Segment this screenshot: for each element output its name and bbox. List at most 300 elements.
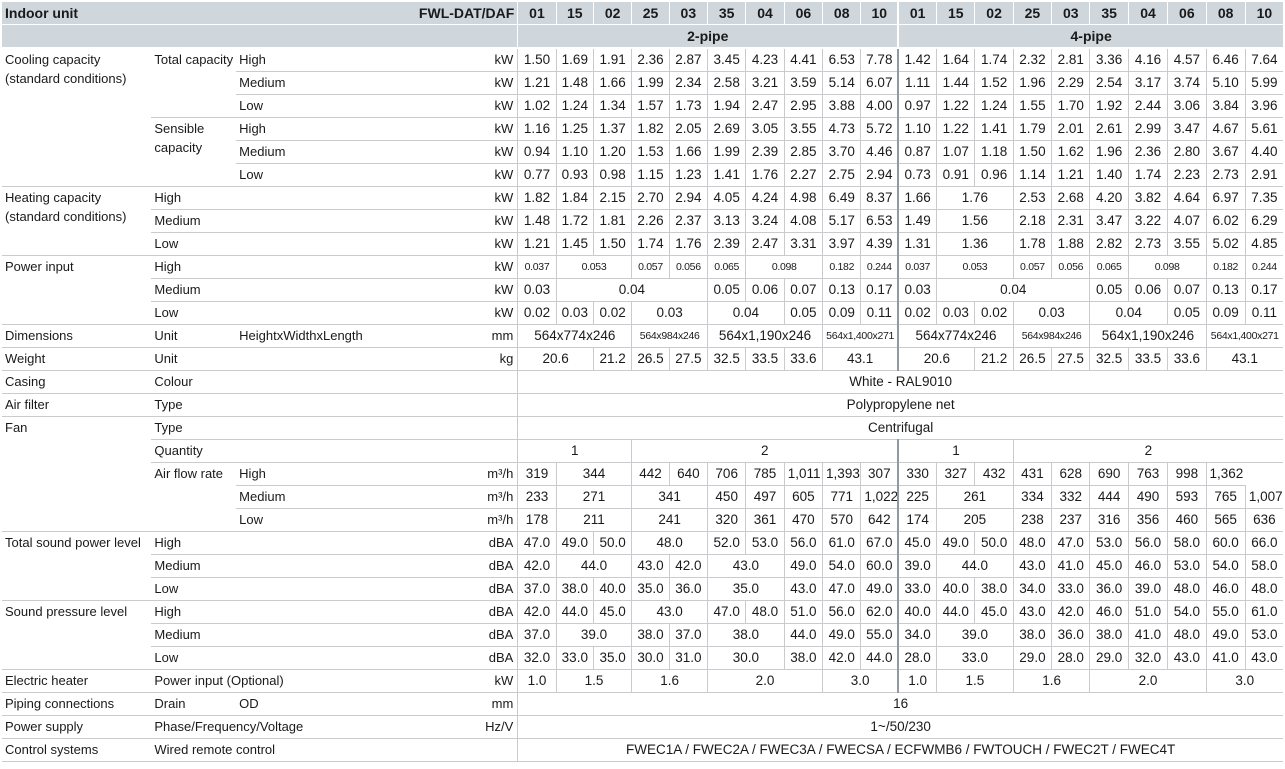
header-model: FWL-DAT/DAF xyxy=(236,2,518,25)
value-cell: 1.21 xyxy=(1052,164,1090,187)
unit-label: kW xyxy=(438,118,518,141)
unit-label: kW xyxy=(438,48,518,72)
value-cell: White - RAL9010 xyxy=(518,371,1283,394)
value-cell: 41.0 xyxy=(1206,647,1245,670)
value-cell: 3.31 xyxy=(784,233,822,256)
size-header: 25 xyxy=(632,2,669,25)
value-cell: 1.22 xyxy=(937,95,975,118)
size-header: 04 xyxy=(746,2,784,25)
value-cell: 38.0 xyxy=(1090,624,1128,647)
level-label xyxy=(236,348,438,371)
level-label: High xyxy=(151,601,438,624)
unit-label: dBA xyxy=(438,532,518,555)
value-cell: 44.0 xyxy=(937,555,1014,578)
value-cell: 33.0 xyxy=(556,647,593,670)
value-cell: 0.02 xyxy=(518,302,556,325)
value-cell: 1.62 xyxy=(1052,141,1090,164)
value-cell: 0.02 xyxy=(593,302,631,325)
value-cell: 1.5 xyxy=(937,670,1014,693)
value-cell: 1,393 xyxy=(823,463,861,486)
value-cell: 0.03 xyxy=(632,302,708,325)
value-cell: 211 xyxy=(556,509,632,532)
value-cell: 1.99 xyxy=(708,141,746,164)
size-header: 03 xyxy=(1052,2,1090,25)
value-cell: 564x984x246 xyxy=(632,325,708,348)
size-header: 35 xyxy=(1090,2,1128,25)
value-cell: 1.14 xyxy=(1013,164,1051,187)
value-cell: 4.39 xyxy=(861,233,898,256)
value-cell: 4.00 xyxy=(861,95,898,118)
value-cell: 43.1 xyxy=(823,348,899,371)
value-cell: 3.55 xyxy=(1168,233,1206,256)
value-cell: 1.70 xyxy=(1052,95,1090,118)
value-cell: 1,362 xyxy=(1206,463,1245,486)
value-cell: 174 xyxy=(898,509,936,532)
value-cell: 44.0 xyxy=(861,647,898,670)
value-cell: 35.0 xyxy=(593,647,631,670)
value-cell: 564x984x246 xyxy=(1013,325,1090,348)
header-blank xyxy=(2,25,518,49)
value-cell: 2.18 xyxy=(1013,210,1051,233)
value-cell: 0.053 xyxy=(937,256,1014,279)
level-label: Low xyxy=(151,578,438,601)
value-cell: 55.0 xyxy=(1206,601,1245,624)
level-label: High xyxy=(236,118,438,141)
value-cell: 32.0 xyxy=(1128,647,1167,670)
value-cell: 49.0 xyxy=(1206,624,1245,647)
value-cell: 61.0 xyxy=(1245,601,1283,624)
unit-label xyxy=(438,371,518,394)
value-cell: 0.09 xyxy=(823,302,861,325)
size-header: 25 xyxy=(1013,2,1051,25)
value-cell: 4.41 xyxy=(784,48,822,72)
value-cell: 0.02 xyxy=(898,302,936,325)
table-row xyxy=(2,532,1283,555)
sub-label: Unit xyxy=(151,325,236,348)
value-cell: 33.5 xyxy=(746,348,784,371)
value-cell: 1.69 xyxy=(556,48,593,72)
unit-label: kW xyxy=(438,670,518,693)
value-cell: 564x774x246 xyxy=(518,325,632,348)
sub-label: Phase/Frequency/Voltage xyxy=(151,716,438,739)
value-cell: 3.22 xyxy=(1128,210,1167,233)
value-cell: 636 xyxy=(1245,509,1283,532)
value-cell: 45.0 xyxy=(975,601,1013,624)
value-cell: 0.93 xyxy=(556,164,593,187)
value-cell: 2.37 xyxy=(669,210,707,233)
unit-label: mm xyxy=(438,693,518,716)
value-cell: 1.73 xyxy=(669,95,707,118)
value-cell: 43.0 xyxy=(632,601,708,624)
value-cell: 54.0 xyxy=(823,555,861,578)
unit-label: Hz/V xyxy=(438,716,518,739)
value-cell: 327 xyxy=(937,463,975,486)
header-row-pipes xyxy=(2,25,1283,49)
value-cell: 60.0 xyxy=(861,555,898,578)
value-cell: 1.99 xyxy=(632,72,669,95)
value-cell: 42.0 xyxy=(669,555,707,578)
level-label: High xyxy=(151,532,438,555)
value-cell: 3.74 xyxy=(1168,72,1206,95)
value-cell: 1.94 xyxy=(708,95,746,118)
value-cell: 2.81 xyxy=(1052,48,1090,72)
value-cell: 1.79 xyxy=(1013,118,1051,141)
size-header: 01 xyxy=(518,2,556,25)
value-cell: 0.098 xyxy=(746,256,823,279)
value-cell: 1.50 xyxy=(1013,141,1051,164)
value-cell: 1.82 xyxy=(632,118,669,141)
value-cell: 344 xyxy=(556,463,632,486)
value-cell: 49.0 xyxy=(861,578,898,601)
value-cell: 1.81 xyxy=(593,210,631,233)
sub-label-sensible-capacity: Sensible capacity xyxy=(151,118,236,187)
unit-label: m³/h xyxy=(438,463,518,486)
value-cell: 46.0 xyxy=(1206,578,1245,601)
value-cell: 42.0 xyxy=(823,647,861,670)
table-row xyxy=(2,348,1283,371)
value-cell: 3.55 xyxy=(784,118,822,141)
value-cell: 27.5 xyxy=(1052,348,1090,371)
value-cell: 3.13 xyxy=(708,210,746,233)
value-cell: 2.70 xyxy=(632,187,669,210)
value-cell: 0.056 xyxy=(669,256,707,279)
unit-label: kW xyxy=(438,141,518,164)
value-cell: 45.0 xyxy=(1090,555,1128,578)
group-label-piping: Piping connections xyxy=(2,693,151,716)
value-cell: 0.17 xyxy=(861,279,898,302)
unit-label: mm xyxy=(438,325,518,348)
value-cell: 31.0 xyxy=(669,647,707,670)
value-cell: 38.0 xyxy=(556,578,593,601)
value-cell: 3.96 xyxy=(1245,95,1283,118)
value-cell: 4.23 xyxy=(746,48,784,72)
value-cell: 0.09 xyxy=(1206,302,1245,325)
value-cell: 1.16 xyxy=(518,118,556,141)
value-cell: 1.74 xyxy=(975,48,1013,72)
value-cell: 233 xyxy=(518,486,556,509)
group-label-control: Control systems xyxy=(2,739,151,762)
value-cell: 49.0 xyxy=(556,532,593,555)
value-cell: 39.0 xyxy=(556,624,632,647)
value-cell: 1.74 xyxy=(632,233,669,256)
value-cell: 271 xyxy=(556,486,632,509)
value-cell: 2.05 xyxy=(669,118,707,141)
value-cell: 4.73 xyxy=(823,118,861,141)
value-cell: 330 xyxy=(898,463,936,486)
value-cell: 6.07 xyxy=(861,72,898,95)
value-cell: 628 xyxy=(1052,463,1090,486)
level-label: Low xyxy=(151,302,438,325)
table-row xyxy=(2,417,1283,440)
value-cell: 35.0 xyxy=(632,578,669,601)
value-cell: 21.2 xyxy=(975,348,1013,371)
value-cell: 32.5 xyxy=(1090,348,1128,371)
size-header: 03 xyxy=(669,2,707,25)
value-cell: 1,011 xyxy=(784,463,822,486)
value-cell: 47.0 xyxy=(823,578,861,601)
value-cell: 1.64 xyxy=(937,48,975,72)
value-cell: 1.31 xyxy=(898,233,936,256)
value-cell: 0.13 xyxy=(823,279,861,302)
unit-label: kg xyxy=(438,348,518,371)
value-cell: 1.50 xyxy=(518,48,556,72)
sub-label: Power input (Optional) xyxy=(151,670,438,693)
value-cell: 36.0 xyxy=(669,578,707,601)
value-cell: 490 xyxy=(1128,486,1167,509)
group-label-power-supply: Power supply xyxy=(2,716,151,739)
value-cell: 2.94 xyxy=(861,164,898,187)
sub-label: Colour xyxy=(151,371,438,394)
value-cell: 0.057 xyxy=(1013,256,1051,279)
size-header: 10 xyxy=(861,2,898,25)
table-row xyxy=(2,118,1283,141)
unit-label: kW xyxy=(438,210,518,233)
level-label: High xyxy=(151,256,438,279)
value-cell: 0.02 xyxy=(975,302,1013,325)
value-cell: 0.06 xyxy=(746,279,784,302)
value-cell: 642 xyxy=(861,509,898,532)
value-cell: 2.44 xyxy=(1128,95,1167,118)
value-cell: 4.20 xyxy=(1090,187,1128,210)
value-cell: 0.065 xyxy=(708,256,746,279)
value-cell: 1.76 xyxy=(669,233,707,256)
value-cell: 7.64 xyxy=(1245,48,1283,72)
value-cell: 460 xyxy=(1168,509,1206,532)
value-cell: 0.244 xyxy=(861,256,898,279)
value-cell: 4.05 xyxy=(708,187,746,210)
value-cell: 2.73 xyxy=(1206,164,1245,187)
value-cell: 40.0 xyxy=(937,578,975,601)
value-cell: 2.47 xyxy=(746,95,784,118)
value-cell: 361 xyxy=(746,509,784,532)
value-cell: 2.53 xyxy=(1013,187,1051,210)
unit-label: dBA xyxy=(438,578,518,601)
value-cell: 38.0 xyxy=(1013,624,1051,647)
group-label-sound-pressure: Sound pressure level xyxy=(2,601,151,670)
value-cell: 261 xyxy=(937,486,1014,509)
value-cell: 1.10 xyxy=(898,118,936,141)
value-cell: 5.99 xyxy=(1245,72,1283,95)
value-cell: 36.0 xyxy=(1090,578,1128,601)
group-label-air-filter: Air filter xyxy=(2,394,151,417)
value-cell: 32.0 xyxy=(518,647,556,670)
value-cell: 0.098 xyxy=(1128,256,1206,279)
header-title: Indoor unit xyxy=(2,2,236,25)
group-label-power-input: Power input xyxy=(2,256,151,325)
sub-label: Unit xyxy=(151,348,236,371)
value-cell: 4.08 xyxy=(784,210,822,233)
value-cell: 444 xyxy=(1090,486,1128,509)
value-cell: 2.95 xyxy=(784,95,822,118)
value-cell: 238 xyxy=(1013,509,1051,532)
value-cell: 1.78 xyxy=(1013,233,1051,256)
size-header: 10 xyxy=(1245,2,1283,25)
group-label-weight: Weight xyxy=(2,348,151,371)
value-cell: 45.0 xyxy=(898,532,936,555)
value-cell: 53.0 xyxy=(746,532,784,555)
value-cell: 1.15 xyxy=(632,164,669,187)
value-cell: 36.0 xyxy=(1052,624,1090,647)
value-cell: 44.0 xyxy=(556,601,593,624)
value-cell: 1.41 xyxy=(708,164,746,187)
value-cell: 61.0 xyxy=(823,532,861,555)
value-cell: 1.34 xyxy=(593,95,631,118)
value-cell: 0.04 xyxy=(937,279,1090,302)
value-cell: 0.037 xyxy=(898,256,936,279)
value-cell: 45.0 xyxy=(593,601,631,624)
value-cell: 2.39 xyxy=(708,233,746,256)
value-cell: 3.47 xyxy=(1168,118,1206,141)
value-cell: 3.21 xyxy=(746,72,784,95)
value-cell: 6.29 xyxy=(1245,210,1283,233)
value-cell: 0.056 xyxy=(1052,256,1090,279)
value-cell: 43.0 xyxy=(784,578,822,601)
level-label: Low xyxy=(236,95,438,118)
value-cell: 0.037 xyxy=(518,256,556,279)
value-cell: 48.0 xyxy=(1168,624,1206,647)
value-cell: 1.66 xyxy=(593,72,631,95)
sub-label: Drain xyxy=(151,693,236,716)
value-cell: 341 xyxy=(632,486,708,509)
value-cell: 48.0 xyxy=(632,532,708,555)
value-cell: 0.05 xyxy=(1168,302,1206,325)
value-cell: 37.0 xyxy=(518,578,556,601)
level-label: Medium xyxy=(236,72,438,95)
value-cell: 49.0 xyxy=(823,624,861,647)
value-cell: 3.59 xyxy=(784,72,822,95)
value-cell: 38.0 xyxy=(784,647,822,670)
value-cell: 8.37 xyxy=(861,187,898,210)
value-cell: 0.065 xyxy=(1090,256,1128,279)
value-cell: 2.94 xyxy=(669,187,707,210)
value-cell: 2.61 xyxy=(1090,118,1128,141)
value-cell: 6.46 xyxy=(1206,48,1245,72)
value-cell: 2.75 xyxy=(823,164,861,187)
level-label: Low xyxy=(151,647,438,670)
value-cell: 1,022 xyxy=(861,486,898,509)
sub-label: Quantity xyxy=(151,440,438,463)
value-cell: 4.07 xyxy=(1168,210,1206,233)
value-cell: 605 xyxy=(784,486,822,509)
table-row xyxy=(2,670,1283,693)
value-cell: 1.40 xyxy=(1090,164,1128,187)
value-cell: 4.24 xyxy=(746,187,784,210)
table-row xyxy=(2,256,1283,279)
value-cell: 1.74 xyxy=(1128,164,1167,187)
value-cell: 1.21 xyxy=(518,233,556,256)
value-cell: 0.87 xyxy=(898,141,936,164)
value-cell: 42.0 xyxy=(518,555,556,578)
value-cell: 40.0 xyxy=(593,578,631,601)
value-cell: 4.40 xyxy=(1245,141,1283,164)
value-cell: 0.03 xyxy=(556,302,593,325)
value-cell: 4.98 xyxy=(784,187,822,210)
value-cell: 2.15 xyxy=(593,187,631,210)
value-cell: 1.02 xyxy=(518,95,556,118)
level-label: High xyxy=(236,463,438,486)
value-cell: 1 xyxy=(898,440,1013,463)
value-cell: 640 xyxy=(669,463,707,486)
table-row xyxy=(2,325,1283,348)
value-cell: 40.0 xyxy=(898,601,936,624)
value-cell: 1.20 xyxy=(593,141,631,164)
value-cell: 34.0 xyxy=(1013,578,1051,601)
group-label-total-sound-power: Total sound power level xyxy=(2,532,151,601)
value-cell: 5.02 xyxy=(1206,233,1245,256)
pipe-2-header: 2-pipe xyxy=(518,25,898,49)
value-cell: 237 xyxy=(1052,509,1090,532)
value-cell: 0.057 xyxy=(632,256,669,279)
value-cell: 1.72 xyxy=(556,210,593,233)
value-cell: 2.34 xyxy=(669,72,707,95)
value-cell: 1.18 xyxy=(975,141,1013,164)
size-header: 04 xyxy=(1128,2,1167,25)
value-cell: 3.88 xyxy=(823,95,861,118)
size-header: 01 xyxy=(898,2,936,25)
value-cell: 67.0 xyxy=(861,532,898,555)
value-cell: 1.88 xyxy=(1052,233,1090,256)
table-row xyxy=(2,716,1283,739)
value-cell: 41.0 xyxy=(1052,555,1090,578)
value-cell: 1.10 xyxy=(556,141,593,164)
value-cell: 53.0 xyxy=(1245,624,1283,647)
value-cell: 2.31 xyxy=(1052,210,1090,233)
value-cell: 0.91 xyxy=(937,164,975,187)
value-cell: 450 xyxy=(708,486,746,509)
value-cell: 1.6 xyxy=(632,670,708,693)
value-cell: 39.0 xyxy=(898,555,936,578)
value-cell: 241 xyxy=(632,509,708,532)
value-cell: 1.37 xyxy=(593,118,631,141)
value-cell: 50.0 xyxy=(975,532,1013,555)
value-cell: 2.80 xyxy=(1168,141,1206,164)
level-label: High xyxy=(151,187,438,210)
value-cell: 3.36 xyxy=(1090,48,1128,72)
value-cell: 1.41 xyxy=(975,118,1013,141)
value-cell: 51.0 xyxy=(784,601,822,624)
value-cell: 334 xyxy=(1013,486,1051,509)
value-cell: 225 xyxy=(898,486,936,509)
level-label: Medium xyxy=(236,486,438,509)
group-label-cooling: Cooling capacity (standard conditions) xyxy=(2,48,151,187)
value-cell: 37.0 xyxy=(669,624,707,647)
value-cell: 1.48 xyxy=(518,210,556,233)
value-cell: 785 xyxy=(746,463,784,486)
value-cell: 771 xyxy=(823,486,861,509)
value-cell: 0.04 xyxy=(1090,302,1168,325)
value-cell: 3.17 xyxy=(1128,72,1167,95)
value-cell: 3.45 xyxy=(708,48,746,72)
value-cell: 1.36 xyxy=(937,233,1014,256)
size-header: 02 xyxy=(593,2,631,25)
value-cell: 6.97 xyxy=(1206,187,1245,210)
value-cell: 320 xyxy=(708,509,746,532)
value-cell: 43.0 xyxy=(1245,647,1283,670)
value-cell: 0.11 xyxy=(1245,302,1283,325)
value-cell: 2.99 xyxy=(1128,118,1167,141)
group-label-heating: Heating capacity (standard conditions) xyxy=(2,187,151,256)
value-cell: 2.32 xyxy=(1013,48,1051,72)
value-cell: 6.53 xyxy=(861,210,898,233)
value-cell: 0.11 xyxy=(861,302,898,325)
level-label: Medium xyxy=(151,624,438,647)
value-cell: 21.2 xyxy=(593,348,631,371)
value-cell: 53.0 xyxy=(1090,532,1128,555)
value-cell: 38.0 xyxy=(708,624,785,647)
value-cell: 26.5 xyxy=(632,348,669,371)
value-cell: 38.0 xyxy=(975,578,1013,601)
value-cell: 1.07 xyxy=(937,141,975,164)
